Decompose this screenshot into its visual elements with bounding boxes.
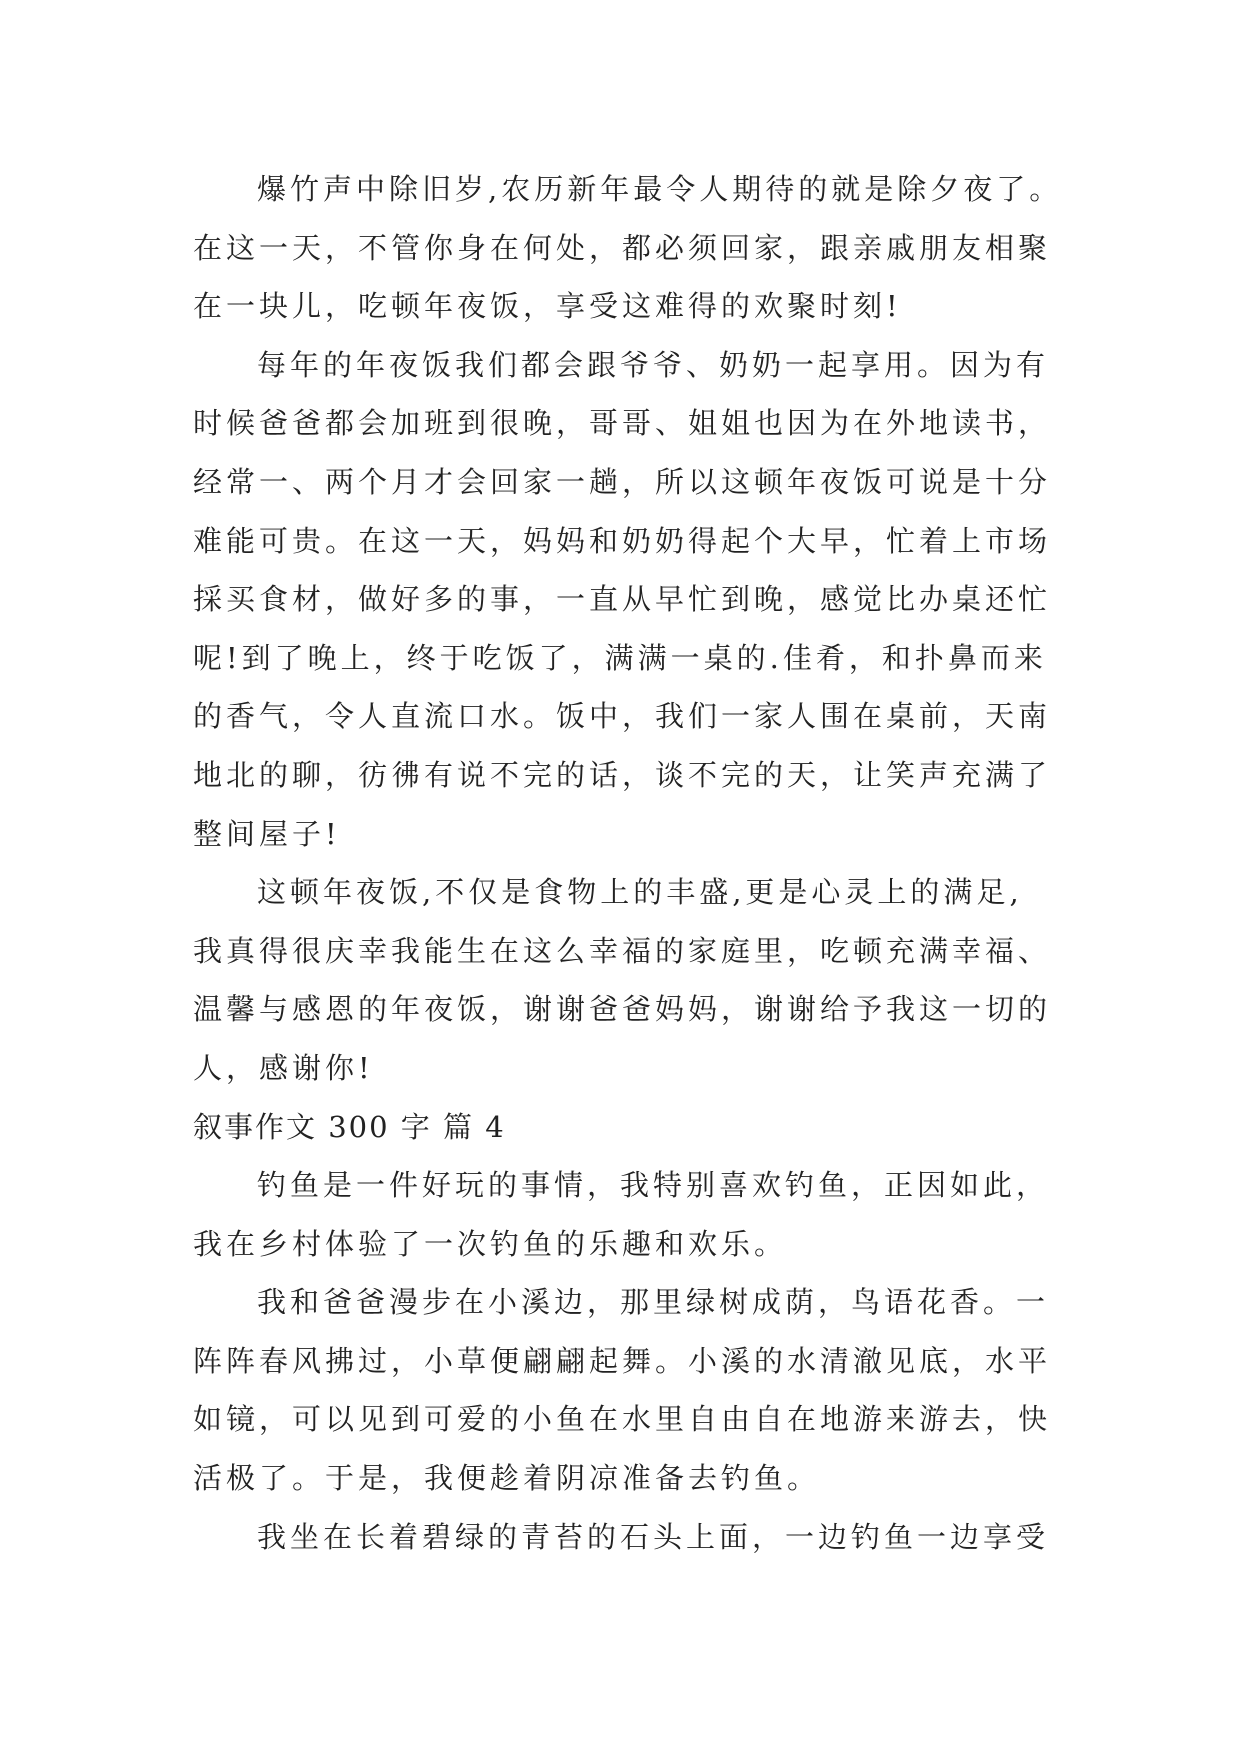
text-line: 在这一天，不管你身在何处，都必须回家，跟亲戚朋友相聚 [193,230,1052,265]
paragraph [193,1156,1093,1273]
paragraph [193,1273,1093,1507]
text-line: 这顿年夜饭,不仅是食物上的丰盛,更是心灵上的满足, [257,875,1023,910]
text-line: 我和爸爸漫步在小溪边，那里绿树成荫，鸟语花香。一 [257,1285,1050,1320]
text-line: 活极了。于是，我便趁着阴凉准备去钓鱼。 [193,1461,821,1496]
text-line: 採买食材，做好多的事，一直从早忙到晚，感觉比办桌还忙 [193,582,1052,617]
text-line: 如镜，可以见到可爱的小鱼在水里自由自在地游来游去，快 [193,1402,1052,1437]
text-line: 我在乡村体验了一次钓鱼的乐趣和欢乐。 [193,1226,788,1261]
paragraph [193,336,1093,863]
document-body [193,160,1093,1566]
text-line: 人，感谢你! [193,1050,374,1085]
text-line: 经常一、两个月才会回家一趟，所以这顿年夜饭可说是十分 [193,464,1052,499]
text-line: 地北的聊，彷彿有说不完的话，谈不完的天，让笑声充满了 [193,757,1052,792]
text-line: 呢!到了晚上，终于吃饭了，满满一桌的.佳肴，和扑鼻而来 [193,640,1047,675]
text-line: 温馨与感恩的年夜饭，谢谢爸爸妈妈，谢谢给予我这一切的 [193,992,1052,1027]
paragraph [193,863,1093,1097]
text-line: 我坐在长着碧绿的青苔的石头上面，一边钓鱼一边享受 [257,1519,1050,1554]
text-line: 钓鱼是一件好玩的事情，我特别喜欢钓鱼，正因如此， [257,1168,1050,1203]
heading-text: 叙事作文 300 字 篇 4 [193,1109,506,1144]
text-line: 时候爸爸都会加班到很晚，哥哥、姐姐也因为在外地读书， [193,406,1052,441]
text-line: 的香气，令人直流口水。饭中，我们一家人围在桌前，天南 [193,699,1052,734]
text-line: 我真得很庆幸我能生在这么幸福的家庭里，吃顿充满幸福、 [193,933,1052,968]
section-heading [193,1098,1093,1157]
text-line: 整间屋子! [193,816,341,851]
text-line: 每年的年夜饭我们都会跟爷爷、奶奶一起享用。因为有 [257,347,1050,382]
text-line: 爆竹声中除旧岁,农历新年最令人期待的就是除夕夜了。 [257,172,1063,206]
text-line: 难能可贵。在这一天，妈妈和奶奶得起个大早，忙着上市场 [193,523,1052,558]
text-line: 在一块儿，吃顿年夜饭，享受这难得的欢聚时刻! [193,289,902,324]
paragraph [193,1508,1093,1567]
text-line: 阵阵春风拂过，小草便翩翩起舞。小溪的水清澈见底，水平 [193,1343,1052,1378]
paragraph [193,160,1093,336]
